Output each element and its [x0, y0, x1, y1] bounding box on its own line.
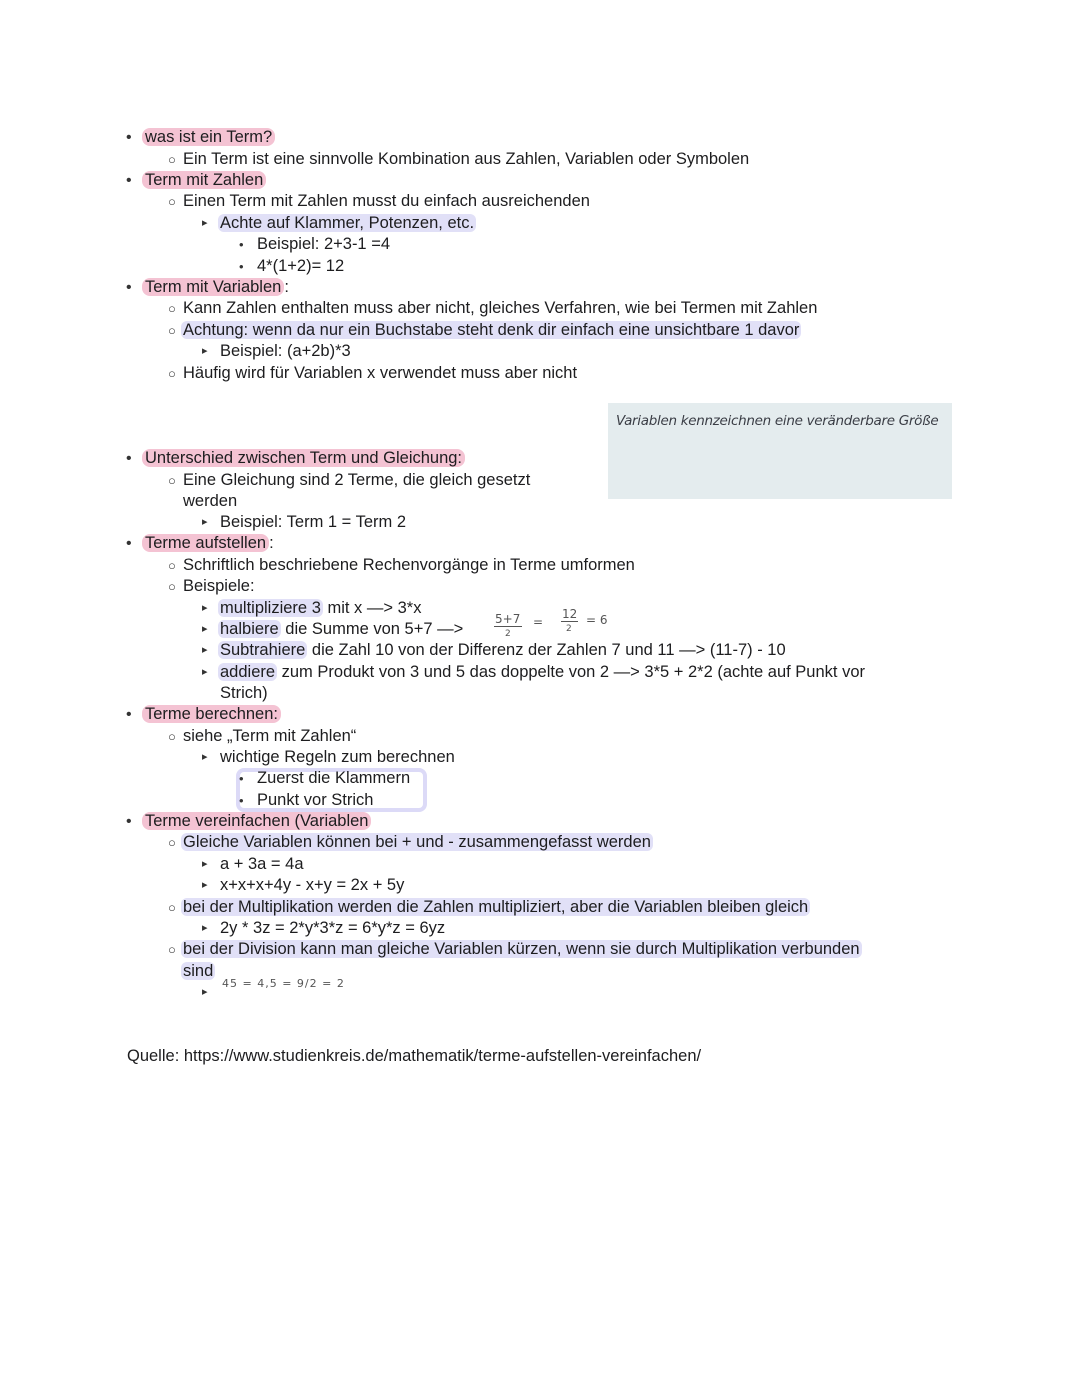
heading-term-mit-zahlen: Term mit Zahlen: [145, 170, 266, 191]
handwritten-fraction-numerator: 12: [562, 607, 578, 621]
triangle-bullet: ▸: [202, 986, 208, 998]
bullet: •: [126, 172, 132, 189]
example-line: multipliziere 3 mit x —> 3*x: [220, 599, 422, 617]
circle-bullet: ○: [168, 835, 176, 850]
text-line: Einen Term mit Zahlen musst du einfach ausreichenden: [183, 192, 590, 210]
fraction-line: [561, 621, 578, 622]
rule-line: Zuerst die Klammern: [257, 769, 411, 787]
bullet: •: [239, 237, 244, 252]
text-line: sind: [183, 962, 214, 980]
handwritten-fraction-denominator: 2: [566, 624, 572, 634]
text-line: Schriftlich beschriebene Rechenvorgänge in Terme umformen: [183, 556, 635, 574]
example-line: 2y * 3z = 2*y*3*z = 6*y*z = 6yz: [220, 919, 446, 937]
bullet: •: [126, 813, 132, 830]
heading-was-ist-ein-term: was ist ein Term?: [145, 127, 275, 148]
circle-bullet: ○: [168, 900, 176, 915]
bullet: •: [126, 450, 132, 467]
handwritten-division: 45 = 4,5 = 9/2 = 2: [222, 977, 345, 990]
sticky-note-text: Variablen kennzeichnen eine veränderbare Größe: [616, 413, 939, 429]
text-line: Gleiche Variablen können bei + und - zusammengefasst werden: [183, 833, 651, 851]
bullet: •: [126, 535, 132, 552]
example-line: Subtrahiere die Zahl 10 von der Differenz der Zahlen 7 und 11 —> (11-7) - 10: [220, 641, 786, 659]
text-line: Häufig wird für Variablen x verwendet muss aber nicht: [183, 364, 578, 382]
bullet: •: [239, 793, 244, 808]
rule-line: Punkt vor Strich: [257, 791, 374, 809]
triangle-bullet: ▸: [202, 602, 208, 614]
triangle-bullet: ▸: [202, 751, 208, 763]
triangle-bullet: ▸: [202, 858, 208, 870]
text-line: Beispiele:: [183, 577, 255, 595]
circle-bullet: ○: [168, 729, 176, 744]
heading-term-mit-variablen: Term mit Variablen :: [145, 277, 289, 298]
example-line: Beispiel: (a+2b)*3: [220, 342, 351, 360]
example-line: Beispiel: Term 1 = Term 2: [220, 513, 407, 531]
triangle-bullet: ▸: [202, 516, 208, 528]
circle-bullet: ○: [168, 323, 176, 338]
heading-unterschied: Unterschied zwischen Term und Gleichung:: [145, 448, 465, 469]
example-line: Strich): [220, 684, 268, 702]
handwritten-sum-denominator: 2: [505, 629, 511, 639]
triangle-bullet: ▸: [202, 217, 208, 229]
bullet: •: [239, 771, 244, 786]
example-line: a + 3a = 4a: [220, 855, 304, 873]
triangle-bullet: ▸: [202, 879, 208, 891]
example-line: x+x+x+4y - x+y = 2x + 5y: [220, 876, 405, 894]
heading-terme-vereinfachen: Terme vereinfachen (Variablen: [145, 811, 371, 832]
circle-bullet: ○: [168, 579, 176, 594]
bullet: •: [126, 129, 132, 146]
text-line: Eine Gleichung sind 2 Terme, die gleich gesetzt: [183, 471, 531, 489]
fraction-line: [494, 626, 522, 627]
example-line: Beispiel: 2+3-1 =4: [257, 235, 391, 253]
text-line: Achtung: wenn da nur ein Buchstabe steht denk dir einfach eine unsichtbare 1 davor: [183, 321, 800, 339]
example-line: addiere zum Produkt von 3 und 5 das doppelte von 2 —> 3*5 + 2*2 (achte auf Punkt vor: [220, 663, 866, 681]
bullet: •: [239, 259, 244, 274]
text-line: Kann Zahlen enthalten muss aber nicht, gleiches Verfahren, wie bei Termen mit Zahlen: [183, 299, 818, 317]
example-line: halbiere die Summe von 5+7 —>: [220, 620, 464, 638]
text-line: bei der Division kann man gleiche Variablen kürzen, wenn sie durch Multiplikation verbunden: [183, 940, 860, 958]
text-line: wichtige Regeln zum berechnen: [220, 748, 455, 766]
source-line: Quelle: https://www.studienkreis.de/mathematik/terme-aufstellen-vereinfachen/: [127, 1047, 702, 1065]
circle-bullet: ○: [168, 366, 176, 381]
text-line: Ein Term ist eine sinnvolle Kombination aus Zahlen, Variablen oder Symbolen: [183, 150, 750, 168]
text-line: werden: [183, 492, 238, 510]
triangle-bullet: ▸: [202, 623, 208, 635]
handwritten-result: = 6: [586, 613, 608, 627]
heading-terme-aufstellen: Terme aufstellen :: [145, 533, 274, 554]
bullet: •: [126, 706, 132, 723]
bullet: •: [126, 279, 132, 296]
sticky-note: [608, 403, 952, 499]
triangle-bullet: ▸: [202, 922, 208, 934]
handwritten-equals: =: [533, 615, 544, 629]
circle-bullet: ○: [168, 473, 176, 488]
heading-terme-berechnen: Terme berechnen:: [145, 704, 281, 725]
text-line: siehe „Term mit Zahlen“: [183, 727, 357, 745]
text-line: Achte auf Klammer, Potenzen, etc.: [220, 214, 475, 232]
triangle-bullet: ▸: [202, 345, 208, 357]
example-line: 4*(1+2)= 12: [257, 257, 345, 275]
circle-bullet: ○: [168, 558, 176, 573]
circle-bullet: ○: [168, 301, 176, 316]
circle-bullet: ○: [168, 942, 176, 957]
text-line: bei der Multiplikation werden die Zahlen multipliziert, aber die Variablen bleiben gleich: [183, 898, 809, 916]
circle-bullet: ○: [168, 152, 176, 167]
handwritten-sum-numerator: 5+7: [495, 612, 521, 626]
circle-bullet: ○: [168, 194, 176, 209]
triangle-bullet: ▸: [202, 644, 208, 656]
triangle-bullet: ▸: [202, 666, 208, 678]
